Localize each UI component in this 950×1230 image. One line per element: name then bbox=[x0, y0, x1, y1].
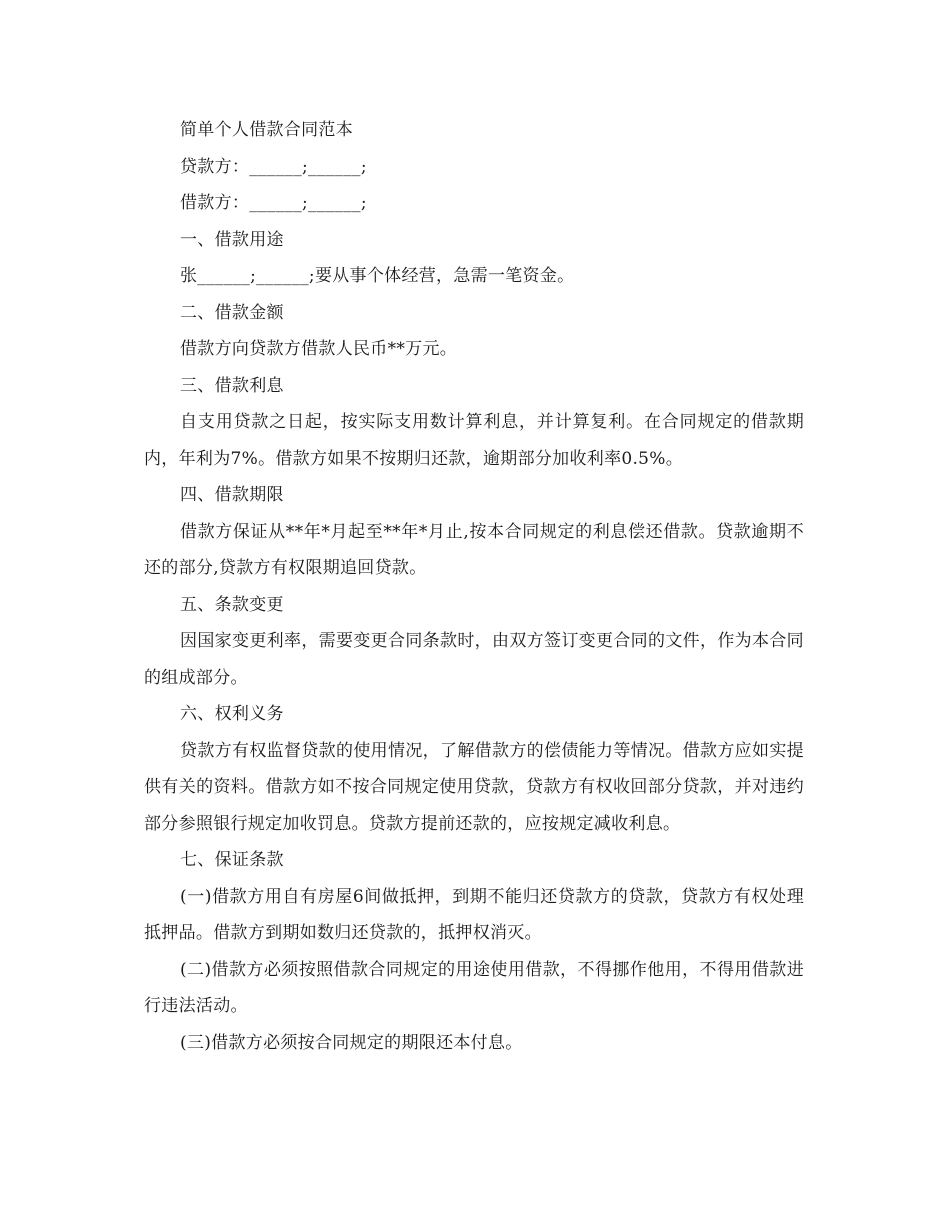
section-heading: 七、保证条款 bbox=[180, 850, 284, 870]
section-paragraph: 借款方保证从**年*月起至**年*月止,按本合同规定的利息偿还借款。贷款逾期不还的部分,贷款方有权限期追回贷款。 bbox=[144, 521, 804, 578]
section-heading: 六、权利义务 bbox=[180, 704, 284, 724]
section-text: 张______;______;要从事个体经营，急需一笔资金。 bbox=[180, 266, 575, 286]
section-heading: 三、借款利息 bbox=[180, 375, 284, 396]
borrower-line: 借款方：______;______; bbox=[180, 193, 367, 213]
section-paragraph: 因国家变更利率，需要变更合同条款时，由双方签订变更合同的文件，作为本合同的组成部分。 bbox=[144, 631, 804, 688]
section-paragraph: 贷款方有权监督贷款的使用情况，了解借款方的偿债能力等情况。借款方应如实提供有关的资料。借款方如不按合同规定使用贷款，贷款方有权收回部分贷款，并对违约部分参照银行规定加收罚息。贷款方提前还款的，应按规定减收利息。 bbox=[144, 740, 804, 834]
section-heading: 二、借款金额 bbox=[180, 302, 284, 323]
document-title: 简单个人借款合同范本 bbox=[180, 120, 353, 140]
lender-line: 贷款方：______;______; bbox=[180, 156, 367, 177]
clause-item: (三)借款方必须按合同规定的期限还本付息。 bbox=[180, 1032, 523, 1053]
clause-item: (二)借款方必须按照借款合同规定的用途使用借款，不得挪作他用，不得用借款进行违法活动。 bbox=[144, 959, 804, 1016]
section-paragraph: 自支用贷款之日起，按实际支用数计算利息，并计算复利。在合同规定的借款期内，年利为7%。借款方如果不按期归还款，逾期部分加收利率0.5%。 bbox=[144, 412, 804, 469]
section-heading: 四、借款期限 bbox=[180, 485, 284, 505]
clause-item: (一)借款方用自有房屋6间做抵押，到期不能归还贷款方的贷款，贷款方有权处理抵押品。借款方到期如数归还贷款的，抵押权消灭。 bbox=[144, 886, 804, 943]
document-body bbox=[144, 112, 804, 1061]
section-text: 借款方向贷款方借款人民币**万元。 bbox=[180, 339, 458, 359]
section-heading: 一、借款用途 bbox=[180, 229, 284, 250]
section-heading: 五、条款变更 bbox=[180, 594, 284, 615]
